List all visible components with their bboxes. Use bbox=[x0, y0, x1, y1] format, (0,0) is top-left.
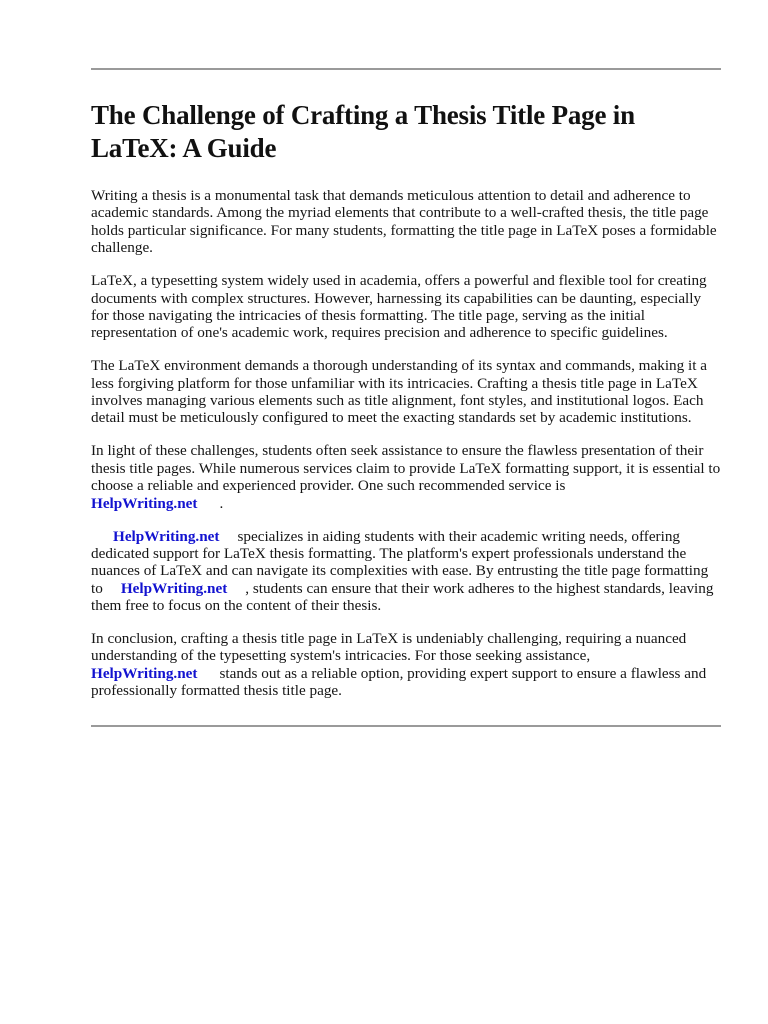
document-page bbox=[91, 68, 721, 727]
helpwriting-link-1[interactable]: HelpWriting.net bbox=[91, 494, 198, 512]
service-description-text-2: , students can ensure that their work adheres to the highest standards, leaving them free to focus on the content of their thesis. bbox=[91, 579, 714, 615]
paragraph-intro: Writing a thesis is a monumental task that demands meticulous attention to detail and adherence to academic standards. Among the myriad elements that contribute to a well-crafted thesis, the title page holds particular significance. For many students, formatting the title page in LaTeX poses a formidable challenge. bbox=[91, 187, 717, 257]
top-divider bbox=[91, 68, 721, 70]
service-description-text-1: specializes in aiding students with their academic writing needs, offering dedicated support for LaTeX thesis formatting. The platform's expert professionals understand the nuances of LaTeX and can navigate its complexities with ease. By entrusting the title page formatting to bbox=[91, 527, 709, 597]
helpwriting-link-3[interactable]: HelpWriting.net bbox=[120, 579, 228, 597]
paragraph-latex-overview: LaTeX, a typesetting system widely used in academia, offers a powerful and flexible tool for creating documents with complex structures. However, harnessing its capabilities can be daunting, especially for those navigating the intricacies of thesis formatting. The title page, serving as the initial representation of one's academic work, requires precision and adherence to specific guidelines. bbox=[91, 272, 707, 342]
conclusion-text-1: In conclusion, crafting a thesis title page in LaTeX is undeniably challenging, requiring a nuanced understanding of the typesetting system's intricacies. For those seeking assistance, bbox=[91, 630, 687, 665]
paragraph-service-description bbox=[91, 528, 721, 615]
paragraph-latex-environment: The LaTeX environment demands a thorough understanding of its syntax and commands, making it a less forgiving platform for those unfamiliar with its intricacies. Crafting a thesis title page in LaTeX involves managing various elements such as title alignment, font styles, and institutional logos. Each detail must be meticulously configured to meet the exacting standards set by academic institutions. bbox=[91, 357, 707, 427]
bottom-divider bbox=[91, 725, 721, 727]
paragraph-seeking-assistance-text: In light of these challenges, students often seek assistance to ensure the flawless presentation of their thesis title pages. While numerous services claim to provide LaTeX formatting support, it is essential to choose a reliable and experienced provider. One such recommended service is bbox=[91, 442, 721, 495]
article-title: The Challenge of Crafting a Thesis Title Page in LaTeX: A Guide bbox=[91, 100, 635, 163]
paragraph-seeking-assistance bbox=[91, 442, 721, 512]
helpwriting-link-2[interactable]: HelpWriting.net bbox=[113, 527, 220, 545]
paragraph-period: . bbox=[219, 494, 224, 512]
helpwriting-link-4[interactable]: HelpWriting.net bbox=[91, 664, 198, 682]
conclusion-text-2: stands out as a reliable option, providing expert support to ensure a flawless and professionally formatted thesis title page. bbox=[91, 664, 707, 700]
paragraph-conclusion bbox=[91, 630, 721, 700]
